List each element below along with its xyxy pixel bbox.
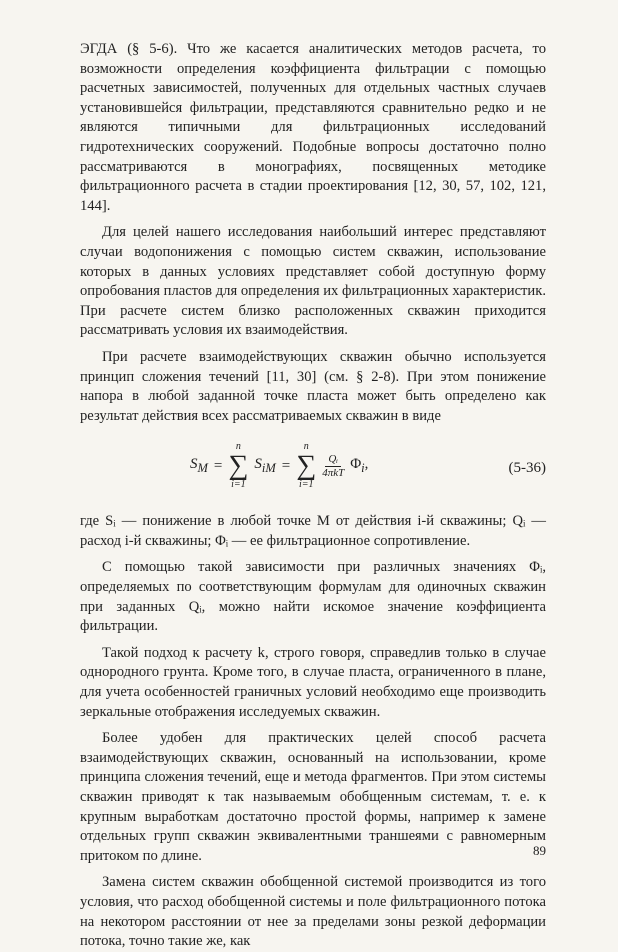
formula-sum-2: n ∑ i=1 <box>296 441 317 491</box>
formula-5-36 <box>80 434 546 506</box>
paragraph-8: Замена систем скважин обобщенной системой производится из того условия, что расход обобщенной системы и поле фильтрационного потока на некотором расстоянии от нее за пределами зоны резкой деформации потока, точно такие же, как <box>80 874 546 950</box>
paragraph-6: Такой подход к расчету k, строго говоря, справедлив только в случае однородного грунта. Кроме того, в случае пласта, ограниченного в плане, для учета особенностей граничных условий необходимо еще производить зеркальные отображения исследуемых скважин. <box>80 644 546 720</box>
paragraph-5: С помощью такой зависимости при различных значениях Φᵢ, определяемых по соответствующим формулам для одиночных скважин при заданных Qᵢ, можно найти искомое значение коэффициента фильтрации. <box>80 559 547 635</box>
paragraph-7: Более удобен для практических целей способ расчета взаимодействующих скважин, основанный на использовании, кроме принципа сложения течений, еще и метода фрагментов. При этом системы скважин приводят к так называемым обобщенным системам, т. е. к крупным выработкам достаточно простой формы, например к замене отдельных групп скважин эквивалентными траншеями с равномерным притоком по длине. <box>80 730 546 864</box>
formula-equals-2: = <box>281 457 291 474</box>
paragraph-3: При расчете взаимодействующих скважин обычно используется принцип сложения течений [11, 30] (см. § 2-8). При этом понижение напора в любой заданной точке пласта может быть определено как результат действия всех рассматриваемых скважин в виде <box>80 348 546 424</box>
formula-fraction: $\frac{\text{Qᵢ}}{\text{4πkT}}$ <box>322 452 345 479</box>
formula-lhs: $S_M$ <box>190 456 208 476</box>
formula-equals-1: = <box>213 457 223 474</box>
page-number: 89 <box>533 843 546 858</box>
formula-term-1: $S_{iM}$ <box>254 456 276 476</box>
formula-phi: $\Phi_i$, <box>350 456 369 476</box>
formula-expression <box>190 442 368 490</box>
equation-number: (5-36) <box>508 460 546 477</box>
formula-sum-1: n ∑ i=1 <box>228 441 249 491</box>
paragraph-1: ЭГДА (§ 5-6). Что же касается аналитических методов расчета, то возможности определения коэффициента фильтрации с помощью расчетных зависимостей, полученных для отдельных частных случаев установившейся фильтрации, представляются сравнительно редко и не являются типичными для фильтрационных исследований гидротехнических сооружений. Подобные вопросы достаточно полно рассматриваются в монографиях, посвященных методике фильтрационного расчета в стадии проектирования [12, 30, 57, 102, 121, 144]. <box>80 41 546 214</box>
paragraph-4: где Sᵢ — понижение в любой точке M от действия i-й скважины; Qᵢ — расход i-й скважины; Φᵢ — ее фильтрационное сопротивление. <box>80 513 546 549</box>
paragraph-2: Для целей нашего исследования наибольший интерес представляют случаи водопонижения с помощью систем скважин, использование которых в данных условиях представляет собой доступную форму опробования пластов для определения их фильтрационных характеристик. При расчете систем близко расположенных скважин приходится рассматривать условия их взаимодействия. <box>80 224 546 339</box>
